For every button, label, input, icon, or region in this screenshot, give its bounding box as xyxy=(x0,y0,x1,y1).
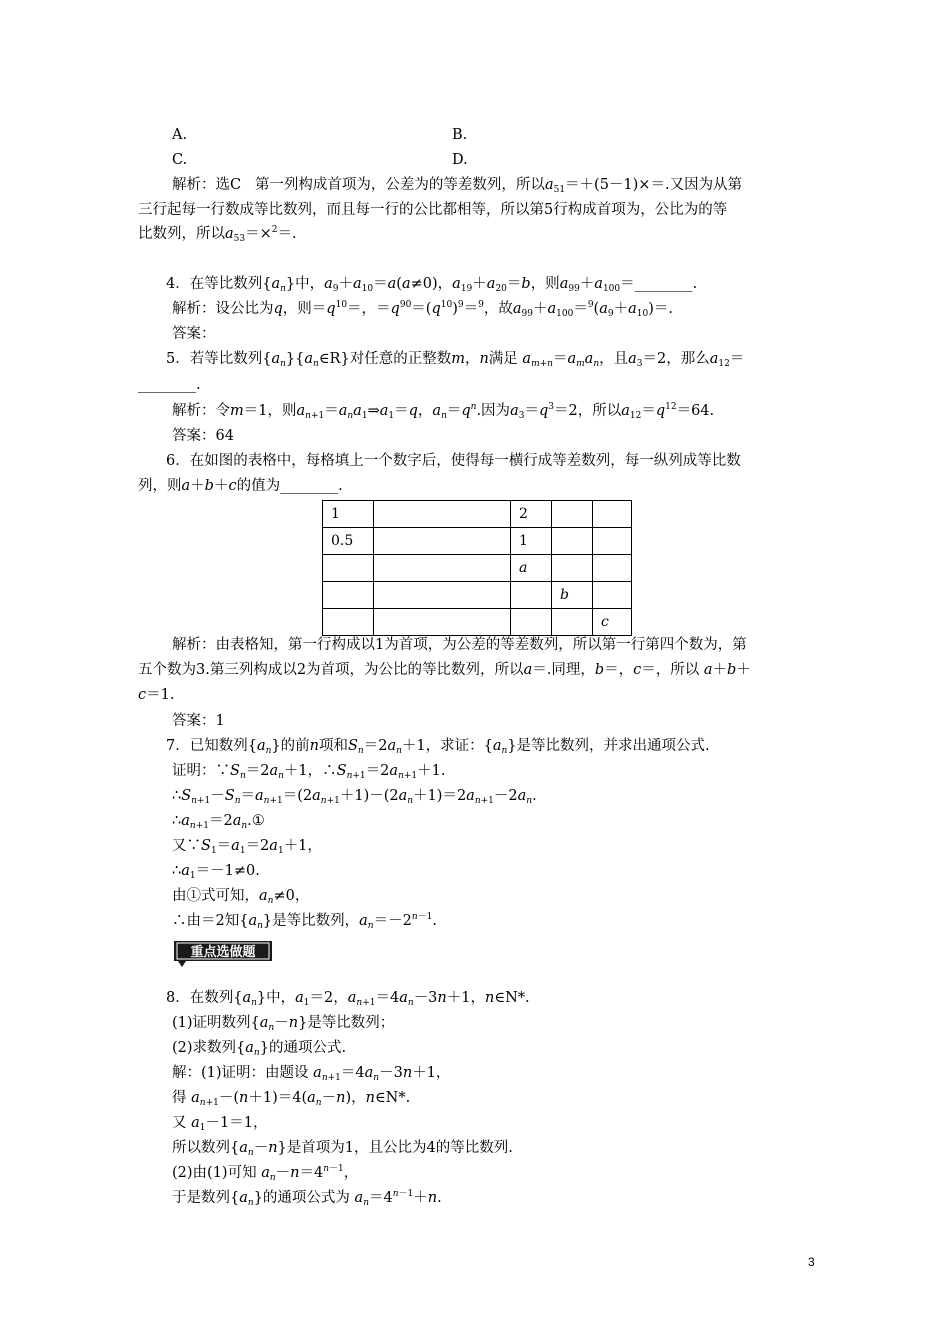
q7-proof-line4: 又$\because S_1=a_1=2a_1+1$， xyxy=(172,838,322,856)
table-row xyxy=(323,582,632,609)
q7-proof-line2: $\therefore S_{n+1}-S_n=a_{n+1}=(2a_{n+1}+1)-(2a_n+1)=2a_{n+1}-2a_n$. xyxy=(172,788,537,806)
q6-title-line2: 列，则a＋b＋c的值为________. xyxy=(138,478,343,494)
q5-answer: 答案：64 xyxy=(172,428,234,444)
q7-proof-line5: $\therefore a_1=-1\ne 0$. xyxy=(172,863,260,881)
table-row xyxy=(323,609,632,636)
table-cell xyxy=(323,609,374,636)
q3-solution-line1: 解析：选C 第一列构成首项为，公差为的等差数列，所以$a_{51}=+(5-1)\times=$.又因为从第 xyxy=(172,177,743,195)
banner-graphic xyxy=(172,940,274,968)
page-number: 3 xyxy=(808,1255,815,1269)
table-cell xyxy=(552,501,593,528)
q5-title: 5．若等比数列$\{a_n\}\{a_n\in R\}$对任意的正整数m，n满足 $a_{m+n}=a_ma_n$，且$a_3=2$，那么$a_{12}=$ xyxy=(166,351,745,369)
q5-blank: ________. xyxy=(138,377,201,393)
table-cell xyxy=(552,609,593,636)
q7-proof-line3: $\therefore a_{n+1}=2a_n.①$ xyxy=(172,813,265,831)
q7-proof-line7: ∴由＝2知$\{a_n\}$是等比数列，$a_n=-2^{n-1}$. xyxy=(172,912,437,931)
banner-label: 重点选做题 xyxy=(190,945,256,960)
q8-solution-line3: 又 $a_1-1=1$， xyxy=(172,1115,268,1133)
number-grid-table xyxy=(322,500,632,636)
table-cell xyxy=(374,609,511,636)
table-cell: 0.5 xyxy=(323,528,374,555)
table-cell xyxy=(374,582,511,609)
table-cell: b xyxy=(552,582,593,609)
table-cell xyxy=(323,582,374,609)
q8-solution-line6: 于是数列$\{a_n\}$的通项公式为 $a_n=4^{n-1}+n$. xyxy=(172,1189,442,1208)
q4-answer: 答案： xyxy=(172,326,216,342)
q8-solution-line1: 解：(1)证明：由题设 $a_{n+1}=4a_n-3n+1$， xyxy=(172,1065,451,1083)
q8-solution-line5: (2)由(1)可知 $a_n-n=4^{n-1}$， xyxy=(172,1164,359,1183)
table-cell xyxy=(593,582,632,609)
table-cell: c xyxy=(593,609,632,636)
table-row xyxy=(323,501,632,528)
q5-solution: 解析：令m＝1，则$a_{n+1}=a_na_1\Rightarrow a_1=q$，$a_n=q^n$.因为$a_3=q^3=2$，所以$a_{12}=q^{12}=64$. xyxy=(172,402,715,421)
table-row xyxy=(323,555,632,582)
table-cell xyxy=(323,555,374,582)
q7-title: 7．已知数列$\{a_n\}$的前n项和$S_n=2a_n+1$，求证：$\{a_n\}$是等比数列，并求出通项公式. xyxy=(166,738,710,756)
table-cell xyxy=(374,528,511,555)
option-d: D. xyxy=(452,152,468,168)
option-c: C. xyxy=(172,152,188,168)
table-cell: a xyxy=(511,555,552,582)
q6-solution-line2: 五个数为3.第三列构成以2为首项，为公比的等比数列，所以a＝.同理，b＝，c＝，所以 a＋b＋ xyxy=(138,662,751,678)
table-cell xyxy=(511,609,552,636)
table-cell xyxy=(374,555,511,582)
table-cell: 1 xyxy=(323,501,374,528)
table-cell xyxy=(552,528,593,555)
table-cell xyxy=(374,501,511,528)
q3-solution-line2: 三行起每一行数成等比数列，而且每一行的公比都相等，所以第5行构成首项为，公比为的等 xyxy=(138,202,728,218)
section-banner xyxy=(172,940,274,964)
table-cell: 2 xyxy=(511,501,552,528)
q8-solution-line2: 得 $a_{n+1}-(n+1)=4(a_n-n)$，n∈N*. xyxy=(172,1090,411,1108)
q8-part1: (1)证明数列$\{a_n-n\}$是等比数列； xyxy=(172,1015,395,1033)
q6-solution-line1: 解析：由表格知，第一行构成以1为首项，为公差的等差数列，所以第一行第四个数为，第 xyxy=(172,637,747,653)
q3-solution-line3: 比数列，所以$a_{53}=\times^2=$. xyxy=(138,225,297,244)
q6-solution-line3: c＝1. xyxy=(138,687,175,703)
table-cell xyxy=(593,501,632,528)
q8-title: 8．在数列$\{a_n\}$中，$a_1=2$，$a_{n+1}=4a_n-3n+1$，n∈N*. xyxy=(166,990,530,1008)
table-row xyxy=(323,528,632,555)
q6-title-line1: 6．在如图的表格中，每格填上一个数字后，使得每一横行成等差数列，每一纵列成等比数 xyxy=(166,453,741,469)
table-cell xyxy=(511,582,552,609)
q6-answer: 答案：1 xyxy=(172,713,225,729)
q7-proof-line6: 由①式可知，$a_n\ne 0$， xyxy=(172,888,310,906)
q8-solution-line4: 所以数列$\{a_n-n\}$是首项为1，且公比为4的等比数列. xyxy=(172,1140,513,1158)
option-b: B. xyxy=(452,127,468,143)
q4-solution: 解析：设公比为q，则$=q^{10}=$，$=q^{90}=(q^{10})^9=^9$，故$a_{99}+a_{100}=^9(a_9+a_{10})=$. xyxy=(172,300,673,319)
q7-proof-line1: 证明：$\because S_n=2a_n+1$，$\therefore S_{n+1}=2a_{n+1}+1$. xyxy=(172,763,446,781)
table-cell xyxy=(593,555,632,582)
q8-part2: (2)求数列$\{a_n\}$的通项公式. xyxy=(172,1040,347,1058)
table-cell xyxy=(593,528,632,555)
option-a: A. xyxy=(172,127,188,143)
table-cell xyxy=(552,555,593,582)
table-cell: 1 xyxy=(511,528,552,555)
q4-title: 4．在等比数列$\{a_n\}$中，$a_9+a_{10}=a(a\ne 0)$，$a_{19}+a_{20}=b$，则$a_{99}+a_{100}=\_\_\_\_\_\_\_\_$. xyxy=(166,276,698,294)
